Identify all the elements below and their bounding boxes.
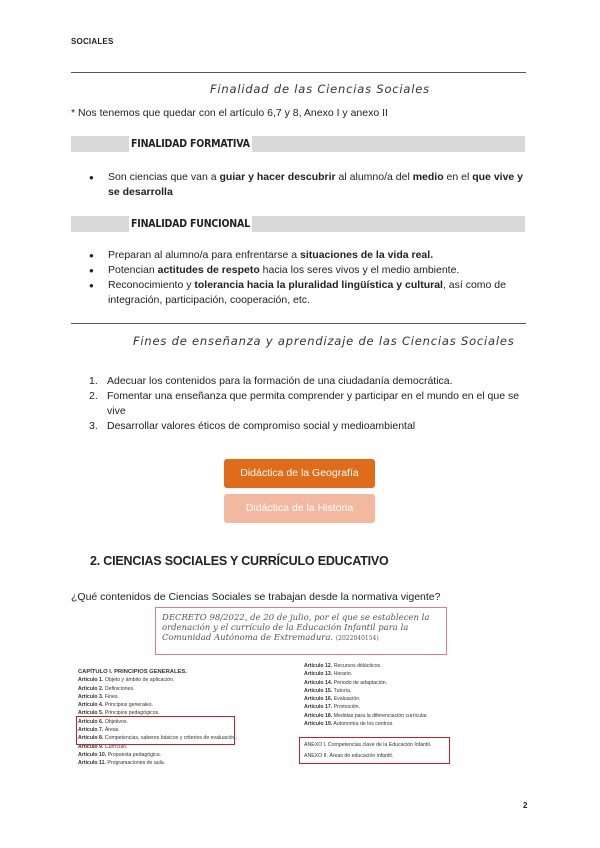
divider	[71, 72, 526, 73]
chapter-title: CAPÍTULO I. PRINCIPIOS GENERALES.	[78, 669, 187, 675]
list-item: ● Preparan al alumno/a para enfrentarse a situaciones de la vida real.	[89, 248, 529, 263]
didactica-geografia-button[interactable]: Didáctica de la Geografía	[224, 459, 375, 488]
finalidad-formativa-bar	[71, 136, 525, 152]
list-item: 1. Adecuar los contenidos para la formación de una ciudadanía democrática.	[89, 375, 453, 387]
list-item: ● Reconocimiento y tolerancia hacia la pluralidad lingüística y cultural, así como de integración, participación, cooperación, etc.	[89, 278, 529, 308]
article-item: Artículo 12. Recursos didácticos.	[304, 663, 382, 669]
didactica-historia-button[interactable]: Didáctica de la Historia	[224, 494, 375, 523]
divider	[71, 323, 526, 324]
anexo-item: ANEXO I. Competencias clave de la Educación Infantil.	[304, 742, 432, 748]
article-item: Artículo 2. Definiciones.	[78, 685, 135, 692]
decree-box	[155, 607, 447, 655]
article-item: Artículo 3. Fines.	[78, 693, 119, 700]
highlight-box-anexos	[299, 737, 450, 764]
article-item: Artículo 13. Horario.	[304, 671, 353, 678]
formativa-list	[89, 170, 529, 200]
section-title-finalidad: Finalidad de las Ciencias Sociales	[210, 82, 430, 96]
article-item: Artículo 6. Objetivos.	[78, 718, 128, 725]
section-heading-2: 2. CIENCIAS SOCIALES Y CURRÍCULO EDUCATIVO	[90, 554, 389, 568]
articles-right	[304, 662, 428, 728]
list-item: ● Son ciencias que van a guiar y hacer descubrir al alumno/a del medio en el que vive y se desarrolla	[89, 170, 529, 200]
article-item: Artículo 10. Propuesta pedagógica.	[78, 751, 162, 758]
list-item: 2. Fomentar una enseñanza que permita comprender y participar en el mundo en el que se vive	[89, 390, 520, 417]
finalidad-funcional-label: FINALIDAD FUNCIONAL	[131, 218, 250, 230]
page-header: SOCIALES	[71, 37, 114, 46]
article-item: Artículo 17. Promoción.	[304, 704, 360, 711]
question-text: ¿Qué contenidos de Ciencias Sociales se trabajan desde la normativa vigente?	[71, 591, 441, 603]
finalidad-formativa-label: FINALIDAD FORMATIVA	[131, 138, 250, 150]
article-item: Artículo 4. Principios generales.	[78, 702, 153, 709]
article-item: Artículo 8. Competencias, saberes básicos y criterios de evaluación.	[78, 735, 237, 742]
article-item: Artículo 16. Evaluación.	[304, 696, 361, 703]
section-title-fines: Fines de enseñanza y aprendizaje de las Ciencias Sociales	[133, 334, 515, 348]
highlight-box-articles	[76, 716, 235, 745]
article-item: Artículo 7. Áreas.	[78, 727, 120, 734]
article-item: Artículo 9. Currículo.	[78, 743, 128, 750]
funcional-list	[89, 248, 529, 308]
finalidad-funcional-bar	[71, 216, 525, 232]
article-item: Artículo 5. Principios pedagógicos.	[78, 710, 160, 717]
article-item: Artículo 14. Periodo de adaptación.	[304, 679, 388, 686]
page-number: 2	[523, 801, 528, 810]
article-item: Artículo 11. Programaciones de aula.	[78, 760, 166, 767]
anexo-item: ANEXO II. Áreas de educación infantil.	[304, 753, 394, 759]
list-item: 3. Desarrollar valores éticos de compromiso social y medioambiental	[89, 420, 416, 432]
decree-text: DECRETO 98/2022, de 20 de julio, por el que se establecen la ordenación y el currículo de la Educación Infantil para la Comunidad Autónoma de Extremadura. (2022040154)	[162, 613, 430, 643]
article-item: Artículo 15. Tutoría.	[304, 687, 352, 694]
article-item: Artículo 18. Medidas para la diferenciación curricular.	[304, 712, 429, 719]
article-item: Artículo 1. Objeto y ámbito de aplicación.	[78, 677, 175, 684]
article-item: Artículo 19. Autonomía de los centros.	[304, 721, 394, 728]
list-item: ● Potencian actitudes de respeto hacia los seres vivos y el medio ambiente.	[89, 263, 529, 278]
fines-list	[89, 374, 529, 434]
note: * Nos tenemos que quedar con el artículo 6,7 y 8, Anexo I y anexo II	[71, 107, 388, 119]
